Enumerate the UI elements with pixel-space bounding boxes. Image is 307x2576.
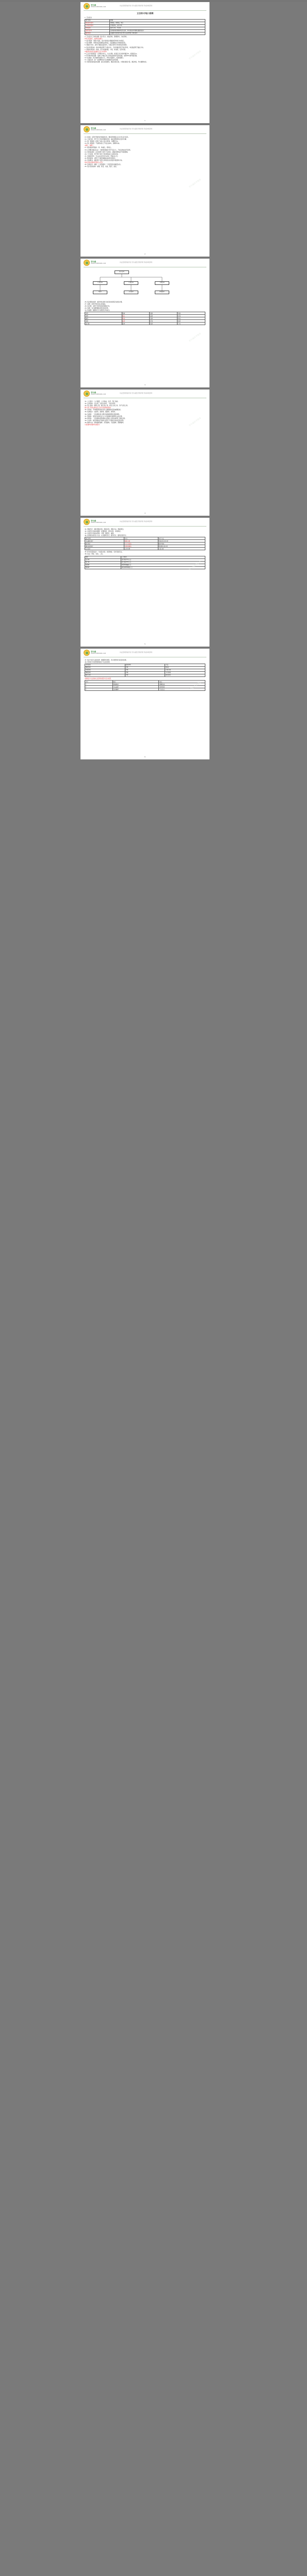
paragraph: 9. 医学参考值范围：指绝大多数正常人的某指标值所在的范围，常用95%参考值范围。	[85, 54, 138, 57]
highlight-text: 分层抽样的抽样误差最小	[85, 423, 100, 426]
table-cell: 公式要点	[121, 556, 205, 558]
table-cell: 观察值，测量值，单位	[110, 22, 205, 25]
paragraph: 48. 资料的分布类型影响统计方法的选择。	[85, 661, 111, 664]
table-cell: 折线	[150, 320, 177, 323]
page-header	[84, 126, 206, 134]
paragraph: 31. 人口统计：人口数量，人口构成，生育，死亡指标。	[85, 400, 119, 402]
header-slogan: 执业医师资格考试 学尔森医学教育网 考前冲刺资料	[120, 651, 153, 653]
section-heading: 1. 卫生统计	[85, 16, 92, 19]
logo	[84, 260, 106, 266]
paragraph: 19. 率的标准化：在比较两个或多个总率时，消除内部构成不同的影响。	[85, 150, 129, 153]
flow-node: 等级资料	[155, 281, 169, 285]
table-cell: t检验或方差分析	[158, 540, 205, 543]
logo-brand: 学尔森	[91, 520, 96, 522]
table-cell: 2	[85, 686, 113, 688]
table-cell: 相关回归	[165, 674, 205, 677]
table-cell: 两组比较	[85, 672, 125, 674]
page-number: 6	[144, 756, 146, 758]
document-page	[80, 125, 209, 257]
table-cell: 总体是同质观察单位的全体，样本是总体中随机抽取的部分	[110, 30, 205, 32]
table-cell: 条件检验	[159, 686, 205, 688]
table-cell: 数值变量资料	[85, 22, 110, 25]
table-cell: 出生率	[85, 558, 121, 561]
table-cell: 方法	[165, 664, 205, 667]
logo-domain: WWW.XUEERSEN.COM	[91, 522, 106, 523]
logo-brand: 学尔森	[91, 651, 96, 653]
table-cell: 完全随机设计	[85, 540, 124, 543]
document-title: 卫生统计学复习提纲	[136, 12, 154, 14]
flow-connectors	[85, 270, 205, 300]
paragraph: 10. 标准误：表示抽样误差的大小，样本含量越大，标准误越小。	[85, 57, 125, 59]
highlight-text: 婴儿死亡率是反映社会卫生状况的敏感指标	[85, 406, 111, 409]
page-header	[84, 519, 206, 527]
logo-icon	[84, 260, 90, 266]
paragraph: 46. 盲法：单盲，双盲，三盲。	[85, 553, 104, 555]
page-number: 3	[144, 384, 146, 386]
page-header	[84, 650, 206, 657]
table-cell: 发病率	[85, 564, 121, 566]
paragraph: 25. 统计表的结构：标题，标目，线条，数字，备注。	[85, 165, 118, 168]
paragraph: 18. 应用相对数应注意：计算相对数时分母不宜过小，不能以构成比代替率。	[85, 148, 132, 151]
table-cell: 计量	[125, 674, 165, 677]
logo	[84, 650, 106, 656]
paragraph: 23. 直线相关：描述两个变量之间线性关系的密切程度和方向。	[85, 159, 124, 162]
table-cell: 矩形	[150, 323, 177, 325]
table-cell: 由抽样引起的样本统计量与总体参数之间的差异	[110, 32, 205, 35]
table-cell: 统计资料	[85, 20, 110, 22]
paragraph: 27. 条图：适用于相互独立的指标。	[85, 303, 107, 306]
table-cell: 用途	[177, 312, 205, 315]
table-cell: 计数	[125, 672, 165, 674]
highlight-text: α越小，β越大	[85, 144, 93, 147]
paragraph: 44. 常用的实验设计方法：完全随机设计，配对设计，随机区组设计。	[85, 534, 128, 537]
table-cell: 1	[85, 683, 113, 686]
paragraph: 30. 构成图：圆图和百分条图表示构成比。	[85, 309, 111, 312]
flow-node: 卡方检验	[124, 291, 138, 294]
logo-brand: 学尔森	[91, 127, 96, 129]
table-cell: 备注	[159, 681, 205, 683]
table-cell: 等级资料	[85, 27, 110, 30]
watermark: 学尔森医学教育	[188, 416, 202, 427]
table-cell: 圆图	[85, 317, 122, 320]
table-cell: 相关分析	[85, 674, 125, 677]
table-cell: 总体与样本	[85, 30, 110, 32]
watermark: 学尔森医学教育	[188, 178, 202, 189]
logo	[84, 391, 106, 397]
table-cell: 连续	[122, 320, 150, 323]
method-table	[85, 664, 205, 677]
logo-domain: WWW.XUEERSEN.COM	[91, 653, 106, 654]
page-number: 2	[144, 253, 146, 255]
table-cell: 序号	[85, 681, 113, 683]
page-header	[84, 391, 206, 398]
table-cell: 专业结合	[159, 688, 205, 691]
logo	[84, 126, 106, 132]
table-cell: 设计类型	[85, 537, 124, 540]
paragraph: 13. t检验：适用于两样本均数的比较，要求资料服从正态分布且方差齐。	[85, 136, 130, 138]
table-cell: 两因素方差分析	[158, 545, 205, 548]
table-cell: 对子内差值	[124, 543, 158, 545]
table-cell: 连续	[122, 323, 150, 325]
table-cell: 类型	[85, 312, 122, 315]
table-cell: 配对设计	[85, 543, 124, 545]
logo-icon	[84, 126, 90, 132]
logo-brand: 学尔森	[91, 261, 96, 263]
logo	[84, 519, 106, 525]
page-header	[84, 260, 206, 267]
document-page	[80, 259, 209, 387]
table-cell: 数据	[110, 20, 205, 22]
paragraph: 37. 患病率：某特定时间内总人口中某病新旧病例所占的比例。	[85, 415, 124, 417]
logo	[84, 3, 106, 9]
table-cell: 指标	[85, 556, 121, 558]
paragraph: 7. 离散趋势指标：极差，四分位数间距，方差，标准差，变异系数。	[85, 48, 127, 50]
table-cell: 构成	[177, 317, 205, 320]
table-cell: 方差分析	[165, 669, 205, 672]
paragraph: 29. 线图：表示事物随时间变化的趋势。	[85, 307, 110, 310]
chart-type-table	[85, 312, 205, 325]
highlight-text: 相关系数r的取值范围为-1至1	[85, 161, 103, 164]
page-number: 4	[144, 513, 146, 514]
design-type-table	[85, 537, 205, 550]
paragraph: 15. 第一类错误：拒绝了实际上成立的H0，其概率为α。	[85, 140, 120, 143]
table-cell: 资料	[122, 312, 150, 315]
header-slogan: 执业医师资格考试 学尔森医学教育网 考前冲刺资料	[120, 5, 153, 7]
paragraph: 36. 发病率：一定时期内某人群中某病新病例出现的频率。	[85, 413, 121, 415]
logo-icon	[84, 391, 90, 397]
table-cell: 两组比较	[85, 667, 125, 669]
paragraph: 34. 寿命表：平均期望寿命是评价人群健康状况的重要指标。	[85, 409, 122, 411]
table-cell: 直方图	[85, 323, 122, 325]
paragraph: 26. 统计图的选择：按资料性质和分析目的选择适当的统计图。	[85, 301, 124, 303]
paragraph: 45. 样本含量的估计：与检验水准、检验效能、容许误差有关。	[85, 551, 124, 553]
logo-icon	[84, 650, 90, 656]
flow-node: 统计资料	[115, 270, 129, 274]
watermark: 学尔森医学教育	[188, 49, 202, 60]
table-cell: 图形	[150, 312, 177, 315]
header-slogan: 执业医师资格考试 学尔森医学教育网 考前冲刺资料	[120, 261, 153, 263]
paragraph: 12. 假设检验的基本步骤：建立检验假设，确定检验水准，计算检验统计量，确定P值，作出推断结论。	[85, 61, 148, 63]
table-cell: 卡方检验	[165, 672, 205, 674]
watermark: 学尔森医学教育	[188, 332, 202, 343]
paragraph: 35. 疾病统计：发病率，患病率，罹患率，病死率。	[85, 411, 117, 413]
document-page	[80, 649, 209, 759]
table-cell: 自身对照	[124, 548, 158, 550]
table-cell: 患病率	[85, 566, 121, 569]
logo-domain: WWW.XUEERSEN.COM	[91, 129, 106, 131]
table-cell: 新病例/暴露人口	[121, 564, 205, 566]
table-cell: 活产数/平均人口	[121, 558, 205, 561]
paragraph: 38. 病死率：一定时期内患某病的全部病人中因该病死亡者的比例。	[85, 417, 126, 419]
table-row	[85, 32, 205, 35]
highlight-text: 样本含量越大，抽样误差越小	[85, 38, 103, 40]
page-number: 1	[144, 120, 146, 122]
table-cell: 独立	[122, 315, 150, 317]
table-cell: 计量	[125, 667, 165, 669]
paragraph: 20. 卡方检验：用于两个或多个率或构成比之间的比较。	[85, 152, 119, 155]
table-cell: 配对t检验	[158, 543, 205, 545]
paragraph: 6. 集中趋势指标：算术均数适用于对称分布，几何均数适用于等比资料，中位数适用于偏态分布。	[85, 46, 145, 48]
table-cell: 计数资料，无序分类	[110, 25, 205, 27]
watermark: 学尔森医学教育	[188, 681, 202, 691]
table-cell: 抽样误差	[85, 32, 110, 35]
document-page	[80, 518, 209, 647]
table-cell: 随机区组设计	[85, 545, 124, 548]
table-cell: t检验	[165, 667, 205, 669]
table-cell: 逻辑检查	[159, 683, 205, 686]
logo-brand: 学尔森	[91, 4, 96, 6]
document-page	[80, 389, 209, 516]
logo-icon	[84, 3, 90, 9]
table-cell: 新旧病例/调查人口	[121, 566, 205, 569]
header-slogan: 执业医师资格考试 学尔森医学教育网 考前冲刺资料	[120, 520, 153, 522]
definition-table	[85, 19, 205, 35]
table-cell: 分布	[177, 323, 205, 325]
table-cell: 线图	[85, 320, 122, 323]
table-cell: 随机分组	[124, 540, 158, 543]
table-row	[85, 566, 205, 569]
table-cell: 条图	[85, 315, 122, 317]
flow-node: 计数资料	[124, 281, 138, 285]
flow-node: t检验	[93, 291, 107, 294]
table-cell: 多组比较	[85, 669, 125, 672]
table-row	[85, 688, 205, 691]
paragraph: 32. 生育指标：出生率，总和生育率，一般生育率。	[85, 402, 117, 405]
table-cell: 资料类型	[125, 664, 165, 667]
table-cell: 结果解释	[113, 688, 159, 691]
table-cell: 死亡率	[85, 561, 121, 564]
paragraph: 4. 统计推断：用样本信息推断总体特征，包括参数估计和假设检验。	[85, 42, 127, 44]
table-row	[85, 674, 205, 677]
paragraph: 5. 频数分布表：适用于数值变量资料，可揭示资料分布的特征和类型。	[85, 44, 128, 46]
table-cell: 比较	[177, 315, 205, 317]
table-cell: 构成	[122, 317, 150, 320]
logo-brand: 学尔森	[91, 392, 96, 394]
paragraph: 14. 方差分析：用于多个样本均数的比较，基本思想是将总变异分解。	[85, 138, 128, 141]
flow-diagram	[85, 270, 205, 300]
paragraph: 22. 秩和检验：适用于不满足参数检验条件的资料。	[85, 157, 117, 159]
paragraph: 2. 卫生统计工作的步骤：统计设计，收集资料，整理资料，分析资料。	[85, 36, 128, 38]
table-row	[85, 323, 205, 325]
table-cell: 交叉设计	[85, 548, 124, 550]
paragraph: 39. 生存率：接受某种治疗的病人经若干年随访后尚存活的比例。	[85, 419, 125, 421]
table-cell: 统计方法	[158, 537, 205, 540]
table-cell: 方法选择	[113, 686, 159, 688]
table-cell: 有序分类，半定量	[110, 27, 205, 30]
highlight-text: 选择统计方法的核心是资料类型与设计类型	[85, 677, 111, 680]
flow-node: 计量资料	[93, 281, 107, 285]
table-cell: 趋势	[177, 320, 205, 323]
index-table	[85, 556, 205, 569]
table-cell: 方差分析	[158, 548, 205, 550]
page-header	[84, 3, 206, 11]
paragraph: 41. 调查设计：确定调查目的，调查对象，调查方法，调查项目。	[85, 528, 125, 530]
watermark: 学尔森医学教育	[188, 560, 202, 571]
header-slogan: 执业医师资格考试 学尔森医学教育网 考前冲刺资料	[120, 128, 153, 130]
paragraph: 40. 抽样方法：单纯随机抽样，系统抽样，分层抽样，整群抽样。	[85, 421, 125, 423]
paragraph: 8. 正态分布的特征：以均数为中心，左右对称，标准正态分布的均数为0，标准差为1。	[85, 52, 138, 55]
paragraph: 3. 统计描述：用统计指标、统计表和统计图描述资料的分布特征。	[85, 40, 125, 42]
logo-domain: WWW.XUEERSEN.COM	[91, 6, 106, 8]
table-cell: 3	[85, 688, 113, 691]
table-cell: 扇形	[150, 317, 177, 320]
document-page	[80, 2, 209, 123]
logo-icon	[84, 519, 90, 525]
table-cell: 死亡数/平均人口	[121, 561, 205, 564]
header-slogan: 执业医师资格考试 学尔森医学教育网 考前冲刺资料	[120, 392, 153, 394]
paragraph: 42. 实验设计的基本要素：处理因素，受试对象，实验效应。	[85, 530, 122, 533]
flow-node: 秩和检验	[155, 291, 169, 294]
paragraph: 16. 第二类错误：不拒绝实际上不成立的H0，其概率为β。	[85, 142, 121, 145]
step-table	[85, 680, 205, 691]
table-cell: 分析目的	[85, 664, 125, 667]
page-number: 5	[144, 643, 146, 645]
logo-domain: WWW.XUEERSEN.COM	[91, 394, 106, 395]
table-cell: 直条	[150, 315, 177, 317]
paragraph: 33. 死亡指标：粗死亡率，婴儿死亡率，新生儿死亡率，孕产妇死亡率。	[85, 404, 129, 407]
table-cell: 特点	[124, 537, 158, 540]
paragraph: 28. 直方图：适用于连续变量的频数分布。	[85, 305, 111, 308]
table-cell: 计量	[125, 669, 165, 672]
paragraph: 11. 可信区间：按一定的概率估计总体参数所在的范围。	[85, 59, 119, 61]
logo-domain: WWW.XUEERSEN.COM	[91, 263, 106, 264]
table-cell: 数据核查	[113, 683, 159, 686]
paragraph: 47. 统计分析方法的选择：根据资料类型，设计类型和分析目的选择。	[85, 659, 128, 661]
paragraph: 17. 相对数常用指标：率，构成比，相对比。	[85, 146, 112, 149]
table-cell: 分类变量资料	[85, 25, 110, 27]
paragraph: 21. 四格表资料：当n≥40且所有T≥5时，用基本公式。	[85, 155, 119, 157]
paragraph: 24. 直线回归：描述一个变量随另一个变量变化的数量关系。	[85, 163, 122, 166]
highlight-text: 均数和标准差全面描述正态分布资料	[85, 50, 107, 53]
paragraph: 43. 实验设计的基本原则：对照，随机化，重复。	[85, 532, 115, 535]
table-cell: 区组内随机	[124, 545, 158, 548]
table-row	[85, 548, 205, 550]
table-cell: 要点	[113, 681, 159, 683]
